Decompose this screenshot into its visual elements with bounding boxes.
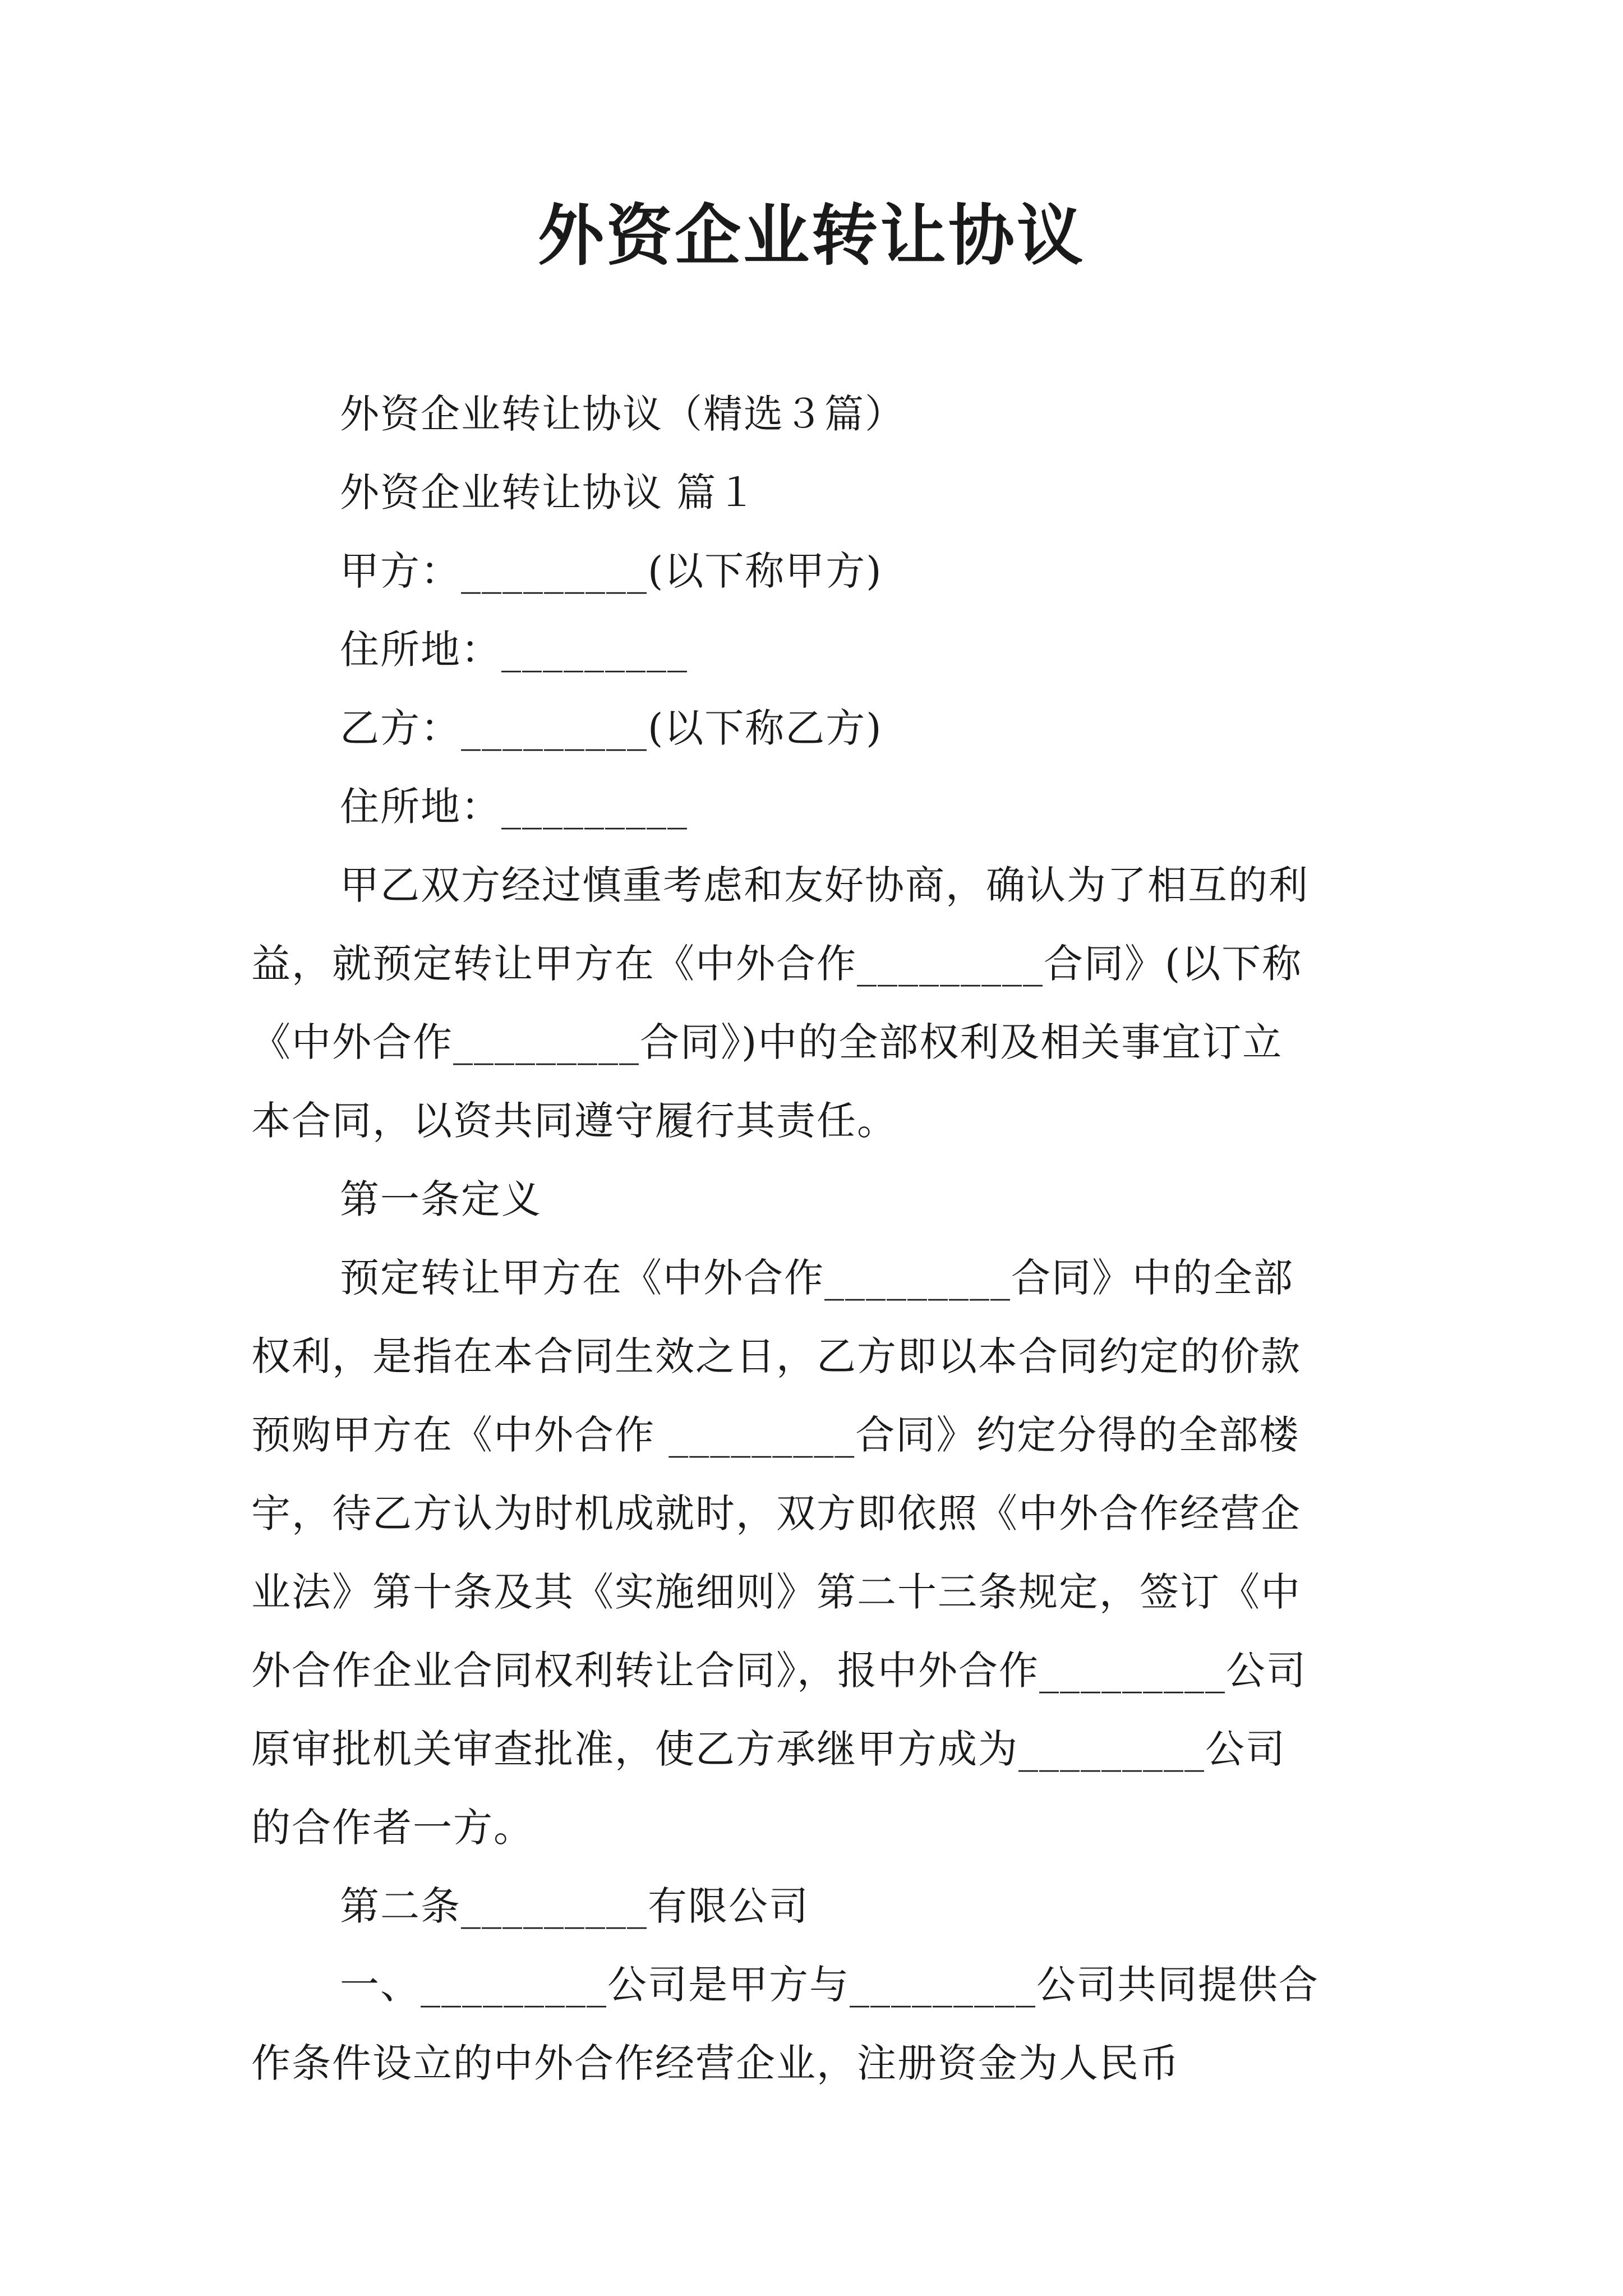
subtitle-line: 外资企业转让协议（精选３篇） bbox=[340, 391, 905, 437]
paragraph-line: 权利，是指在本合同生效之日，乙方即以本合同约定的价款 bbox=[251, 1333, 1301, 1379]
paragraph-text: 甲乙双方经过慎重考虑和友好协商，确认为了相互的利 bbox=[340, 862, 1309, 908]
paragraph-line: 预购甲方在《中外合作 _________合同》约定分得的全部楼 bbox=[251, 1412, 1300, 1458]
section-heading: 外资企业转让协议 篇１ bbox=[340, 470, 758, 516]
paragraph-line: 益，就预定转让甲方在《中外合作_________合同》(以下称 bbox=[251, 941, 1303, 987]
article-heading: 第二条_________有限公司 bbox=[340, 1883, 809, 1929]
document-title: 外资企业转让协议 bbox=[537, 196, 1085, 274]
paragraph-line: 一、_________公司是甲方与_________公司共同提供合 bbox=[340, 1962, 1319, 2008]
paragraph-line: 业法》第十条及其《实施细则》第二十三条规定，签订《中 bbox=[251, 1569, 1301, 1615]
paragraph-line: 《中外合作_________合同》)中的全部权利及相关事宜订立 bbox=[251, 1019, 1283, 1065]
paragraph-line: 作条件设立的中外合作经营企业，注册资金为人民币 bbox=[251, 2040, 1180, 2086]
party-b-address-line: 住所地：_________ bbox=[340, 784, 688, 830]
paragraph-line: 外合作企业合同权利转让合同》，报中外合作_________公司 bbox=[251, 1648, 1307, 1694]
article-heading: 第一条定义 bbox=[340, 1176, 542, 1222]
paragraph-line bbox=[251, 846, 1378, 924]
party-a-address-line: 住所地：_________ bbox=[340, 627, 688, 673]
document-body bbox=[251, 375, 1378, 2102]
paragraph-line: 原审批机关审查批准，使乙方承继甲方成为_________公司 bbox=[251, 1726, 1286, 1772]
paragraph-line: 宇，待乙方认为时机成就时，双方即依照《中外合作经营企 bbox=[251, 1490, 1301, 1536]
paragraph-line: 本合同，以资共同遵守履行其责任。 bbox=[251, 1098, 897, 1144]
paragraph-line: 预定转让甲方在《中外合作_________合同》中的全部 bbox=[340, 1255, 1294, 1301]
party-b-line: 乙方：_________(以下称乙方) bbox=[340, 705, 883, 751]
paragraph-line: 的合作者一方。 bbox=[251, 1805, 534, 1851]
party-a-line: 甲方：_________(以下称甲方) bbox=[340, 548, 883, 594]
